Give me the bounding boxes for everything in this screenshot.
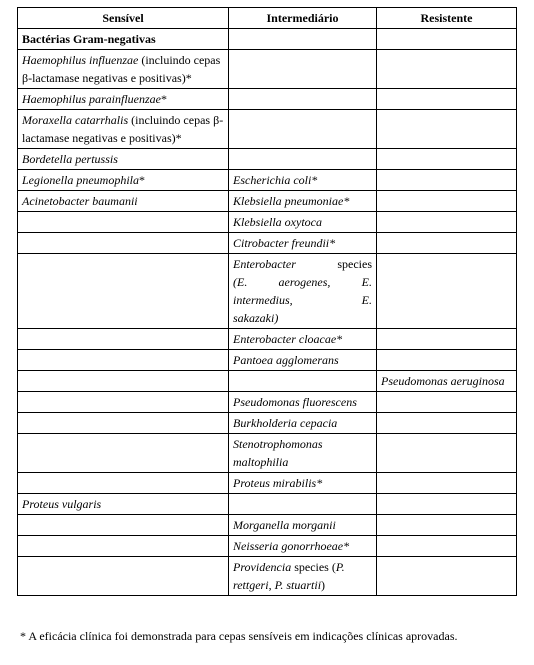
table-row xyxy=(18,557,517,596)
cell-sensivel: Bordetella pertussis xyxy=(18,149,229,170)
table-row xyxy=(18,536,517,557)
cell-intermediario: Stenotrophomonas maltophilia xyxy=(229,434,377,473)
table-row xyxy=(18,350,517,371)
table-row xyxy=(18,434,517,473)
cell-intermediario: Morganella morganii xyxy=(229,515,377,536)
table-row xyxy=(18,494,517,515)
header-resistente: Resistente xyxy=(377,8,517,29)
header-intermediario: Intermediário xyxy=(229,8,377,29)
cell-sensivel: Proteus vulgaris xyxy=(18,494,229,515)
cell-intermediario: Neisseria gonorrhoeae* xyxy=(229,536,377,557)
cell-intermediario: Burkholderia cepacia xyxy=(229,413,377,434)
table-row xyxy=(18,371,517,392)
table-row xyxy=(18,254,517,329)
cell-intermediario: Escherichia coli* xyxy=(229,170,377,191)
table-row xyxy=(18,50,517,89)
cell-resistente: Pseudomonas aeruginosa xyxy=(377,371,517,392)
table-row xyxy=(18,191,517,212)
section-row xyxy=(18,29,517,50)
cell-intermediario: Klebsiella pneumoniae* xyxy=(229,191,377,212)
table-row xyxy=(18,212,517,233)
table-row xyxy=(18,413,517,434)
header-row xyxy=(18,8,517,29)
table-row xyxy=(18,170,517,191)
susceptibility-table xyxy=(17,7,517,596)
cell-intermediario: Proteus mirabilis* xyxy=(229,473,377,494)
cell-enterobacter-species: Enterobacter species (E. aerogenes, E. intermedius, E. sakazaki) xyxy=(229,254,377,329)
cell-intermediario: Klebsiella oxytoca xyxy=(229,212,377,233)
table-row xyxy=(18,110,517,149)
cell-sensivel: Moraxella catarrhalis (incluindo cepas β-lactamase negativas e positivas)* xyxy=(18,110,229,149)
cell-sensivel: Haemophilus influenzae (incluindo cepas β-lactamase negativas e positivas)* xyxy=(18,50,229,89)
cell-intermediario: Enterobacter cloacae* xyxy=(229,329,377,350)
footnote: * A eficácia clínica foi demonstrada para cepas sensíveis em indicações clínicas aprovadas. xyxy=(20,629,458,643)
cell-sensivel: Acinetobacter baumanii xyxy=(18,191,229,212)
cell-providencia: Providencia species (P. rettgeri, P. stuartii) xyxy=(229,557,377,596)
table-row xyxy=(18,89,517,110)
cell-intermediario: Pseudomonas fluorescens xyxy=(229,392,377,413)
table-row xyxy=(18,392,517,413)
table-row xyxy=(18,473,517,494)
table-row xyxy=(18,329,517,350)
cell-sensivel: Haemophilus parainfluenzae* xyxy=(18,89,229,110)
cell-sensivel: Legionella pneumophila* xyxy=(18,170,229,191)
header-sensivel: Sensível xyxy=(18,8,229,29)
section-title: Bactérias Gram-negativas xyxy=(18,29,229,50)
cell-intermediario: Pantoea agglomerans xyxy=(229,350,377,371)
cell-intermediario: Citrobacter freundii* xyxy=(229,233,377,254)
table-row xyxy=(18,233,517,254)
table-row xyxy=(18,515,517,536)
table-row xyxy=(18,149,517,170)
